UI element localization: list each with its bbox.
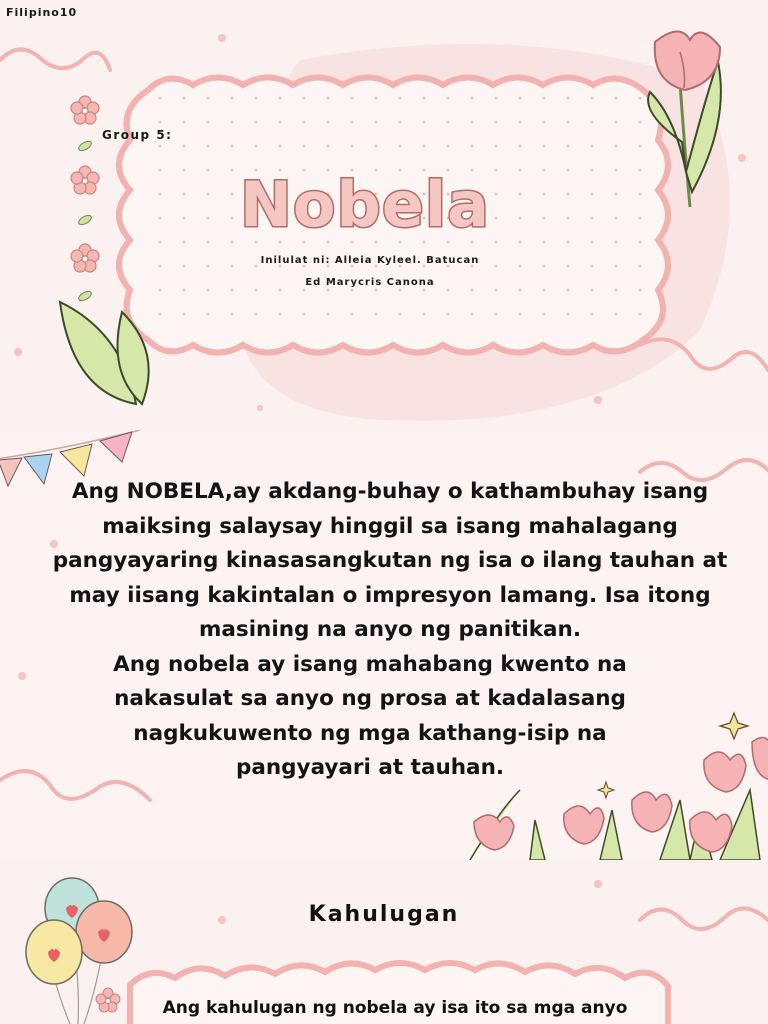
cover-section (0, 0, 768, 430)
definition-text (40, 475, 740, 786)
definition-paragraph-1: Ang NOBELA,ay akdang-buhay o kathambuhay isang maiksing salaysay hinggil sa isang mahalagang pangyayaring kinasasangkutan ng isa o ilang tauhan at may iisang kakintalan o impresyon lamang. Isa itong masining na anyo ng panitikan. (52, 479, 728, 642)
meaning-heading: Kahulugan (308, 902, 460, 927)
meaning-text: Ang kahulugan ng nobela ay isa ito sa mga anyo (162, 998, 628, 1018)
definition-paragraph-2: Ang nobela ay isang mahabang kwento na nakasulat sa anyo ng prosa at kadalasang nagkukuwento ng mga kathang-isip na pangyayari at tauhan. (113, 651, 627, 780)
meaning-section (0, 860, 768, 1024)
page-title: Nobela (239, 168, 490, 241)
group-label: Group 5: (102, 128, 173, 142)
authors-line-1: Inilulat ni: Alleia Kyleel. Batucan (260, 255, 480, 266)
course-tag: Filipino10 (6, 6, 78, 19)
leaves-decoration (52, 292, 162, 412)
authors (190, 250, 550, 294)
authors-line-2: Ed Marycris Canona (305, 277, 435, 288)
definition-section (0, 430, 768, 860)
